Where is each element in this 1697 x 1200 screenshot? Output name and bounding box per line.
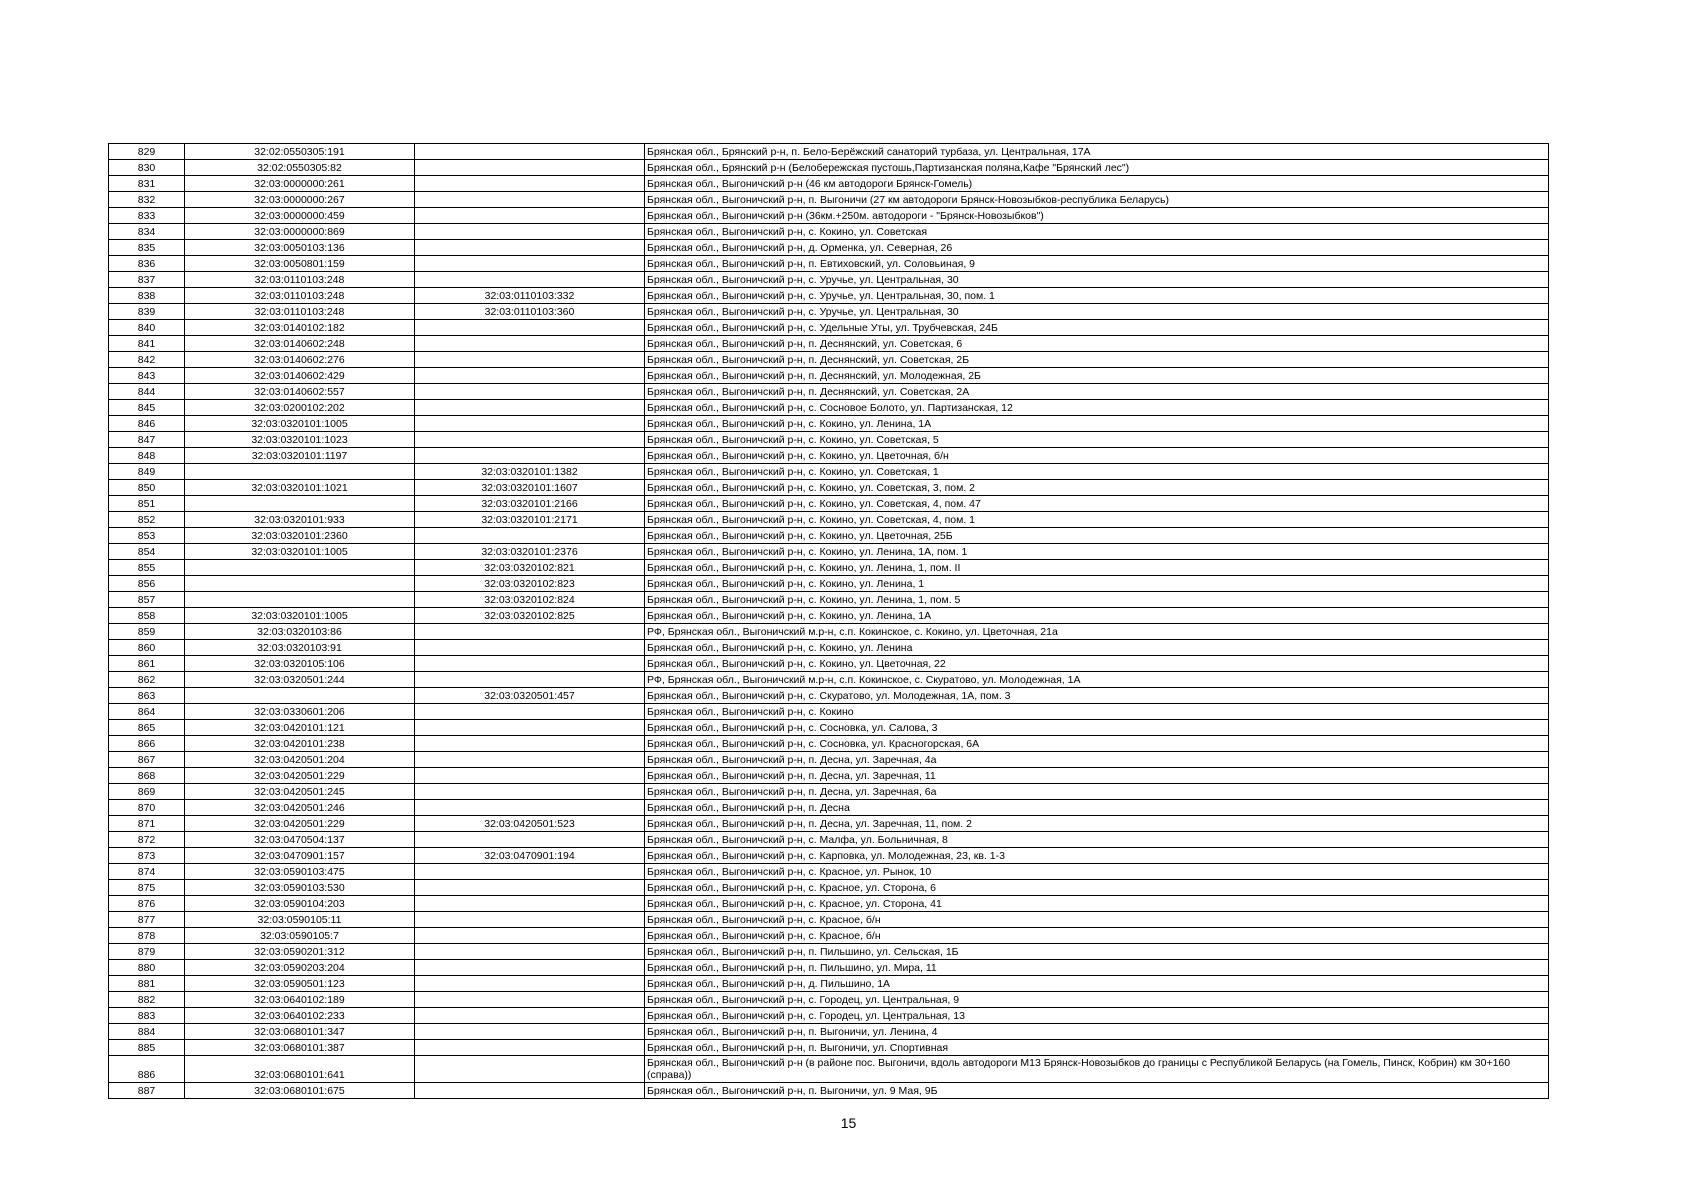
address-cell: Брянская обл., Выгоничский р-н, с. Кокино, ул. Ленина, 1А — [645, 608, 1549, 624]
address-cell: Брянская обл., Выгоничский р-н, п. Деснянский, ул. Молодежная, 2Б — [645, 368, 1549, 384]
related-cadastral-number-cell — [415, 944, 645, 960]
address-cell: Брянская обл., Выгоничский р-н, с. Сосновка, ул. Красногорская, 6А — [645, 736, 1549, 752]
cadastral-number-cell: 32:03:0050103:136 — [185, 240, 415, 256]
address-cell: Брянская обл., Выгоничский р-н, п. Десна, ул. Заречная, 11, пом. 2 — [645, 816, 1549, 832]
table-row — [109, 752, 1549, 768]
cadastral-number-cell: 32:03:0140602:248 — [185, 336, 415, 352]
related-cadastral-number-cell — [415, 384, 645, 400]
cadastral-number-cell: 32:03:0590501:123 — [185, 976, 415, 992]
cadastral-number-cell: 32:03:0320103:86 — [185, 624, 415, 640]
related-cadastral-number-cell: 32:03:0320101:2376 — [415, 544, 645, 560]
address-cell: РФ, Брянская обл., Выгоничский м.р-н, с.п. Кокинское, с. Кокино, ул. Цветочная, 21а — [645, 624, 1549, 640]
table-row — [109, 368, 1549, 384]
registry-table-body — [109, 144, 1549, 1099]
related-cadastral-number-cell — [415, 400, 645, 416]
cadastral-number-cell: 32:03:0420501:229 — [185, 768, 415, 784]
table-row — [109, 896, 1549, 912]
address-cell: Брянская обл., Выгоничский р-н (46 км автодороги Брянск-Гомель) — [645, 176, 1549, 192]
row-number-cell: 875 — [109, 880, 185, 896]
related-cadastral-number-cell — [415, 672, 645, 688]
row-number-cell: 885 — [109, 1040, 185, 1056]
row-number-cell: 853 — [109, 528, 185, 544]
address-cell: Брянская обл., Выгоничский р-н, п. Пильшино, ул. Сельская, 1Б — [645, 944, 1549, 960]
row-number-cell: 832 — [109, 192, 185, 208]
row-number-cell: 876 — [109, 896, 185, 912]
cadastral-number-cell: 32:03:0680101:387 — [185, 1040, 415, 1056]
row-number-cell: 840 — [109, 320, 185, 336]
row-number-cell: 852 — [109, 512, 185, 528]
table-row — [109, 928, 1549, 944]
cadastral-number-cell: 32:03:0590103:530 — [185, 880, 415, 896]
cadastral-number-cell: 32:03:0140102:182 — [185, 320, 415, 336]
address-cell: Брянская обл., Выгоничский р-н, с. Кокино, ул. Ленина, 1, пом. II — [645, 560, 1549, 576]
address-cell: Брянская обл., Выгоничский р-н, с. Уручье, ул. Центральная, 30 — [645, 272, 1549, 288]
address-cell: Брянская обл., Выгоничский р-н, с. Красное, б/н — [645, 928, 1549, 944]
address-cell: Брянская обл., Выгоничский р-н, п. Выгоничи, ул. Спортивная — [645, 1040, 1549, 1056]
related-cadastral-number-cell — [415, 720, 645, 736]
related-cadastral-number-cell: 32:03:0110103:360 — [415, 304, 645, 320]
table-row — [109, 192, 1549, 208]
related-cadastral-number-cell — [415, 656, 645, 672]
cadastral-number-cell: 32:03:0200102:202 — [185, 400, 415, 416]
table-row — [109, 320, 1549, 336]
address-cell: Брянская обл., Брянский р-н (Белобережская пустошь,Партизанская поляна,Кафе "Брянский лес") — [645, 160, 1549, 176]
table-row — [109, 144, 1549, 160]
related-cadastral-number-cell — [415, 768, 645, 784]
address-cell: Брянская обл., Выгоничский р-н, с. Карповка, ул. Молодежная, 23, кв. 1-3 — [645, 848, 1549, 864]
table-row — [109, 208, 1549, 224]
row-number-cell: 845 — [109, 400, 185, 416]
related-cadastral-number-cell — [415, 320, 645, 336]
table-row — [109, 912, 1549, 928]
row-number-cell: 862 — [109, 672, 185, 688]
cadastral-number-cell: 32:03:0590201:312 — [185, 944, 415, 960]
cadastral-number-cell — [185, 560, 415, 576]
table-row — [109, 240, 1549, 256]
cadastral-number-cell: 32:03:0590104:203 — [185, 896, 415, 912]
table-row — [109, 288, 1549, 304]
address-cell: Брянская обл., Выгоничский р-н, с. Кокино, ул. Советская, 4, пом. 47 — [645, 496, 1549, 512]
cadastral-number-cell — [185, 592, 415, 608]
related-cadastral-number-cell — [415, 192, 645, 208]
cadastral-number-cell: 32:03:0000000:267 — [185, 192, 415, 208]
address-cell: Брянская обл., Выгоничский р-н, с. Кокино, ул. Цветочная, б/н — [645, 448, 1549, 464]
related-cadastral-number-cell — [415, 176, 645, 192]
cadastral-number-cell: 32:03:0320501:244 — [185, 672, 415, 688]
row-number-cell: 884 — [109, 1024, 185, 1040]
related-cadastral-number-cell: 32:03:0320102:825 — [415, 608, 645, 624]
cadastral-number-cell: 32:03:0590203:204 — [185, 960, 415, 976]
address-cell: Брянская обл., Выгоничский р-н, с. Городец, ул. Центральная, 13 — [645, 1008, 1549, 1024]
related-cadastral-number-cell — [415, 272, 645, 288]
row-number-cell: 866 — [109, 736, 185, 752]
related-cadastral-number-cell — [415, 752, 645, 768]
registry-table — [108, 143, 1549, 1099]
cadastral-number-cell: 32:03:0590103:475 — [185, 864, 415, 880]
address-cell: Брянская обл., Выгоничский р-н, с. Городец, ул. Центральная, 9 — [645, 992, 1549, 1008]
table-row — [109, 576, 1549, 592]
table-row — [109, 992, 1549, 1008]
table-row — [109, 608, 1549, 624]
cadastral-number-cell: 32:03:0110103:248 — [185, 304, 415, 320]
table-row — [109, 688, 1549, 704]
related-cadastral-number-cell — [415, 368, 645, 384]
row-number-cell: 877 — [109, 912, 185, 928]
cadastral-number-cell: 32:03:0320105:106 — [185, 656, 415, 672]
address-cell: Брянская обл., Выгоничский р-н, с. Кокино, ул. Советская, 5 — [645, 432, 1549, 448]
address-cell: Брянская обл., Выгоничский р-н, п. Десна — [645, 800, 1549, 816]
row-number-cell: 859 — [109, 624, 185, 640]
row-number-cell: 838 — [109, 288, 185, 304]
related-cadastral-number-cell — [415, 336, 645, 352]
row-number-cell: 879 — [109, 944, 185, 960]
row-number-cell: 841 — [109, 336, 185, 352]
address-cell: Брянская обл., Выгоничский р-н, п. Евтиховский, ул. Соловьиная, 9 — [645, 256, 1549, 272]
related-cadastral-number-cell: 32:03:0320102:824 — [415, 592, 645, 608]
table-row — [109, 512, 1549, 528]
page-number: 15 — [840, 1115, 857, 1131]
related-cadastral-number-cell: 32:03:0320101:2166 — [415, 496, 645, 512]
table-row — [109, 624, 1549, 640]
address-cell: Брянская обл., Выгоничский р-н, п. Деснянский, ул. Советская, 2А — [645, 384, 1549, 400]
row-number-cell: 851 — [109, 496, 185, 512]
address-cell: Брянская обл., Выгоничский р-н, п. Деснянский, ул. Советская, 6 — [645, 336, 1549, 352]
cadastral-number-cell: 32:02:0550305:191 — [185, 144, 415, 160]
row-number-cell: 847 — [109, 432, 185, 448]
row-number-cell: 834 — [109, 224, 185, 240]
cadastral-number-cell: 32:03:0140602:429 — [185, 368, 415, 384]
address-cell: Брянская обл., Выгоничский р-н, с. Сосновка, ул. Салова, 3 — [645, 720, 1549, 736]
table-row — [109, 960, 1549, 976]
row-number-cell: 850 — [109, 480, 185, 496]
cadastral-number-cell: 32:03:0420101:121 — [185, 720, 415, 736]
related-cadastral-number-cell: 32:03:0320101:2171 — [415, 512, 645, 528]
row-number-cell: 842 — [109, 352, 185, 368]
row-number-cell: 833 — [109, 208, 185, 224]
table-row — [109, 352, 1549, 368]
row-number-cell: 855 — [109, 560, 185, 576]
address-cell: Брянская обл., Выгоничский р-н (в районе пос. Выгоничи, вдоль автодороги М13 Брянск-Новозыбков до границы с Республикой Беларусь (на Гомель, Пинск, Кобрин) км 30+160 (справа)) — [645, 1056, 1549, 1083]
row-number-cell: 886 — [109, 1056, 185, 1083]
table-row — [109, 864, 1549, 880]
related-cadastral-number-cell — [415, 1024, 645, 1040]
address-cell: Брянская обл., Выгоничский р-н, с. Кокино, ул. Ленина, 1, пом. 5 — [645, 592, 1549, 608]
cadastral-number-cell: 32:03:0420501:204 — [185, 752, 415, 768]
row-number-cell: 887 — [109, 1083, 185, 1099]
cadastral-number-cell: 32:03:0320103:91 — [185, 640, 415, 656]
cadastral-number-cell: 32:03:0140602:557 — [185, 384, 415, 400]
table-row — [109, 560, 1549, 576]
related-cadastral-number-cell — [415, 976, 645, 992]
row-number-cell: 836 — [109, 256, 185, 272]
cadastral-number-cell: 32:03:0590105:7 — [185, 928, 415, 944]
address-cell: Брянская обл., Выгоничский р-н, с. Кокино — [645, 704, 1549, 720]
cadastral-number-cell: 32:03:0590105:11 — [185, 912, 415, 928]
cadastral-number-cell: 32:03:0320101:2360 — [185, 528, 415, 544]
row-number-cell: 878 — [109, 928, 185, 944]
row-number-cell: 861 — [109, 656, 185, 672]
table-row — [109, 832, 1549, 848]
table-row — [109, 1008, 1549, 1024]
row-number-cell: 831 — [109, 176, 185, 192]
table-row — [109, 768, 1549, 784]
table-row — [109, 592, 1549, 608]
related-cadastral-number-cell: 32:03:0320102:823 — [415, 576, 645, 592]
row-number-cell: 883 — [109, 1008, 185, 1024]
related-cadastral-number-cell — [415, 144, 645, 160]
table-row — [109, 1056, 1549, 1083]
address-cell: Брянская обл., Выгоничский р-н, п. Деснянский, ул. Советская, 2Б — [645, 352, 1549, 368]
related-cadastral-number-cell — [415, 1008, 645, 1024]
row-number-cell: 881 — [109, 976, 185, 992]
table-row — [109, 224, 1549, 240]
address-cell: Брянская обл., Выгоничский р-н, с. Кокино, ул. Ленина — [645, 640, 1549, 656]
row-number-cell: 864 — [109, 704, 185, 720]
cadastral-number-cell: 32:03:0320101:933 — [185, 512, 415, 528]
related-cadastral-number-cell — [415, 736, 645, 752]
related-cadastral-number-cell — [415, 1056, 645, 1083]
table-row — [109, 464, 1549, 480]
row-number-cell: 882 — [109, 992, 185, 1008]
related-cadastral-number-cell — [415, 1040, 645, 1056]
address-cell: Брянская обл., Выгоничский р-н, п. Выгоничи (27 км автодороги Брянск-Новозыбков-республика Беларусь) — [645, 192, 1549, 208]
table-row — [109, 976, 1549, 992]
address-cell: Брянская обл., Выгоничский р-н, с. Удельные Уты, ул. Трубчевская, 24Б — [645, 320, 1549, 336]
row-number-cell: 829 — [109, 144, 185, 160]
related-cadastral-number-cell — [415, 1083, 645, 1099]
address-cell: Брянская обл., Выгоничский р-н, п. Пильшино, ул. Мира, 11 — [645, 960, 1549, 976]
table-row — [109, 416, 1549, 432]
cadastral-number-cell — [185, 464, 415, 480]
related-cadastral-number-cell — [415, 912, 645, 928]
cadastral-number-cell: 32:03:0680101:347 — [185, 1024, 415, 1040]
address-cell: Брянская обл., Выгоничский р-н, с. Кокино, ул. Советская — [645, 224, 1549, 240]
cadastral-number-cell — [185, 496, 415, 512]
address-cell: Брянская обл., Выгоничский р-н, с. Кокино, ул. Ленина, 1А — [645, 416, 1549, 432]
row-number-cell: 837 — [109, 272, 185, 288]
table-row — [109, 784, 1549, 800]
address-cell: Брянская обл., Выгоничский р-н, с. Красное, ул. Сторона, 41 — [645, 896, 1549, 912]
row-number-cell: 858 — [109, 608, 185, 624]
related-cadastral-number-cell — [415, 416, 645, 432]
address-cell: РФ, Брянская обл., Выгоничский м.р-н, с.п. Кокинское, с. Скуратово, ул. Молодежная, 1А — [645, 672, 1549, 688]
table-row — [109, 336, 1549, 352]
cadastral-number-cell: 32:03:0330601:206 — [185, 704, 415, 720]
table-row — [109, 672, 1549, 688]
related-cadastral-number-cell: 32:03:0320501:457 — [415, 688, 645, 704]
address-cell: Брянская обл., Выгоничский р-н, с. Кокино, ул. Советская, 4, пом. 1 — [645, 512, 1549, 528]
related-cadastral-number-cell — [415, 832, 645, 848]
table-row — [109, 160, 1549, 176]
table-row — [109, 640, 1549, 656]
table-row — [109, 848, 1549, 864]
cadastral-number-cell: 32:03:0320101:1005 — [185, 544, 415, 560]
address-cell: Брянская обл., Выгоничский р-н, д. Пильшино, 1А — [645, 976, 1549, 992]
related-cadastral-number-cell — [415, 208, 645, 224]
row-number-cell: 873 — [109, 848, 185, 864]
row-number-cell: 856 — [109, 576, 185, 592]
related-cadastral-number-cell: 32:03:0110103:332 — [415, 288, 645, 304]
row-number-cell: 839 — [109, 304, 185, 320]
cadastral-number-cell: 32:03:0140602:276 — [185, 352, 415, 368]
address-cell: Брянская обл., Выгоничский р-н, п. Десна, ул. Заречная, 6а — [645, 784, 1549, 800]
address-cell: Брянская обл., Выгоничский р-н (36км.+250м. автодороги - "Брянск-Новозыбков") — [645, 208, 1549, 224]
cadastral-number-cell: 32:03:0110103:248 — [185, 272, 415, 288]
address-cell: Брянская обл., Выгоничский р-н, с. Сосновое Болото, ул. Партизанская, 12 — [645, 400, 1549, 416]
table-row — [109, 432, 1549, 448]
related-cadastral-number-cell — [415, 160, 645, 176]
table-row — [109, 944, 1549, 960]
row-number-cell: 849 — [109, 464, 185, 480]
cadastral-number-cell: 32:03:0420101:238 — [185, 736, 415, 752]
related-cadastral-number-cell — [415, 528, 645, 544]
cadastral-number-cell: 32:03:0050801:159 — [185, 256, 415, 272]
cadastral-number-cell: 32:03:0320101:1005 — [185, 608, 415, 624]
row-number-cell: 867 — [109, 752, 185, 768]
cadastral-number-cell — [185, 688, 415, 704]
cadastral-number-cell: 32:03:0680101:641 — [185, 1056, 415, 1083]
related-cadastral-number-cell: 32:03:0320101:1607 — [415, 480, 645, 496]
address-cell: Брянская обл., Выгоничский р-н, с. Кокино, ул. Ленина, 1 — [645, 576, 1549, 592]
row-number-cell: 870 — [109, 800, 185, 816]
cadastral-number-cell: 32:03:0000000:261 — [185, 176, 415, 192]
row-number-cell: 865 — [109, 720, 185, 736]
address-cell: Брянская обл., Выгоничский р-н, с. Малфа, ул. Больничная, 8 — [645, 832, 1549, 848]
table-row — [109, 384, 1549, 400]
related-cadastral-number-cell — [415, 256, 645, 272]
row-number-cell: 844 — [109, 384, 185, 400]
cadastral-number-cell: 32:03:0470901:157 — [185, 848, 415, 864]
related-cadastral-number-cell — [415, 352, 645, 368]
cadastral-number-cell: 32:02:0550305:82 — [185, 160, 415, 176]
related-cadastral-number-cell — [415, 928, 645, 944]
row-number-cell: 835 — [109, 240, 185, 256]
cadastral-number-cell: 32:03:0320101:1023 — [185, 432, 415, 448]
address-cell: Брянская обл., Выгоничский р-н, п. Выгоничи, ул. Ленина, 4 — [645, 1024, 1549, 1040]
table-row — [109, 496, 1549, 512]
row-number-cell: 863 — [109, 688, 185, 704]
row-number-cell: 843 — [109, 368, 185, 384]
table-row — [109, 1024, 1549, 1040]
cadastral-number-cell: 32:03:0470504:137 — [185, 832, 415, 848]
address-cell: Брянская обл., Выгоничский р-н, с. Скуратово, ул. Молодежная, 1А, пом. 3 — [645, 688, 1549, 704]
cadastral-number-cell: 32:03:0320101:1005 — [185, 416, 415, 432]
row-number-cell: 830 — [109, 160, 185, 176]
address-cell: Брянская обл., Брянский р-н, п. Бело-Берёжский санаторий турбаза, ул. Центральная, 17А — [645, 144, 1549, 160]
address-cell: Брянская обл., Выгоничский р-н, с. Кокино, ул. Цветочная, 25Б — [645, 528, 1549, 544]
related-cadastral-number-cell — [415, 960, 645, 976]
address-cell: Брянская обл., Выгоничский р-н, с. Кокино, ул. Советская, 1 — [645, 464, 1549, 480]
row-number-cell: 868 — [109, 768, 185, 784]
table-row — [109, 720, 1549, 736]
related-cadastral-number-cell: 32:03:0320102:821 — [415, 560, 645, 576]
row-number-cell: 874 — [109, 864, 185, 880]
table-row — [109, 1040, 1549, 1056]
table-row — [109, 304, 1549, 320]
table-row — [109, 544, 1549, 560]
table-row — [109, 272, 1549, 288]
related-cadastral-number-cell — [415, 432, 645, 448]
related-cadastral-number-cell — [415, 224, 645, 240]
related-cadastral-number-cell — [415, 992, 645, 1008]
row-number-cell: 872 — [109, 832, 185, 848]
table-row — [109, 400, 1549, 416]
related-cadastral-number-cell — [415, 640, 645, 656]
table-row — [109, 736, 1549, 752]
cadastral-number-cell — [185, 576, 415, 592]
related-cadastral-number-cell — [415, 864, 645, 880]
table-row — [109, 528, 1549, 544]
row-number-cell: 869 — [109, 784, 185, 800]
table-row — [109, 704, 1549, 720]
table-row — [109, 176, 1549, 192]
related-cadastral-number-cell — [415, 240, 645, 256]
cadastral-number-cell: 32:03:0320101:1197 — [185, 448, 415, 464]
address-cell: Брянская обл., Выгоничский р-н, с. Кокино, ул. Ленина, 1А, пом. 1 — [645, 544, 1549, 560]
table-row — [109, 880, 1549, 896]
cadastral-number-cell: 32:03:0420501:245 — [185, 784, 415, 800]
row-number-cell: 880 — [109, 960, 185, 976]
address-cell: Брянская обл., Выгоничский р-н, с. Красное, ул. Сторона, 6 — [645, 880, 1549, 896]
related-cadastral-number-cell — [415, 448, 645, 464]
table-row — [109, 816, 1549, 832]
address-cell: Брянская обл., Выгоничский р-н, с. Кокино, ул. Цветочная, 22 — [645, 656, 1549, 672]
related-cadastral-number-cell — [415, 896, 645, 912]
address-cell: Брянская обл., Выгоничский р-н, с. Кокино, ул. Советская, 3, пом. 2 — [645, 480, 1549, 496]
address-cell: Брянская обл., Выгоничский р-н, с. Уручье, ул. Центральная, 30, пом. 1 — [645, 288, 1549, 304]
table-row — [109, 1083, 1549, 1099]
address-cell: Брянская обл., Выгоничский р-н, п. Десна, ул. Заречная, 11 — [645, 768, 1549, 784]
cadastral-number-cell: 32:03:0000000:459 — [185, 208, 415, 224]
related-cadastral-number-cell: 32:03:0320101:1382 — [415, 464, 645, 480]
row-number-cell: 857 — [109, 592, 185, 608]
related-cadastral-number-cell — [415, 880, 645, 896]
cadastral-number-cell: 32:03:0680101:675 — [185, 1083, 415, 1099]
row-number-cell: 848 — [109, 448, 185, 464]
related-cadastral-number-cell — [415, 704, 645, 720]
cadastral-number-cell: 32:03:0420501:229 — [185, 816, 415, 832]
related-cadastral-number-cell: 32:03:0470901:194 — [415, 848, 645, 864]
table-row — [109, 256, 1549, 272]
related-cadastral-number-cell: 32:03:0420501:523 — [415, 816, 645, 832]
table-row — [109, 800, 1549, 816]
row-number-cell: 871 — [109, 816, 185, 832]
address-cell: Брянская обл., Выгоничский р-н, п. Десна, ул. Заречная, 4а — [645, 752, 1549, 768]
cadastral-number-cell: 32:03:0420501:246 — [185, 800, 415, 816]
address-cell: Брянская обл., Выгоничский р-н, с. Красное, ул. Рынок, 10 — [645, 864, 1549, 880]
address-cell: Брянская обл., Выгоничский р-н, с. Красное, б/н — [645, 912, 1549, 928]
address-cell: Брянская обл., Выгоничский р-н, с. Уручье, ул. Центральная, 30 — [645, 304, 1549, 320]
related-cadastral-number-cell — [415, 784, 645, 800]
table-row — [109, 480, 1549, 496]
cadastral-number-cell: 32:03:0000000:869 — [185, 224, 415, 240]
row-number-cell: 846 — [109, 416, 185, 432]
table-row — [109, 448, 1549, 464]
table-row — [109, 656, 1549, 672]
related-cadastral-number-cell — [415, 800, 645, 816]
cadastral-number-cell: 32:03:0640102:233 — [185, 1008, 415, 1024]
cadastral-number-cell: 32:03:0640102:189 — [185, 992, 415, 1008]
row-number-cell: 860 — [109, 640, 185, 656]
related-cadastral-number-cell — [415, 624, 645, 640]
cadastral-number-cell: 32:03:0110103:248 — [185, 288, 415, 304]
cadastral-number-cell: 32:03:0320101:1021 — [185, 480, 415, 496]
address-cell: Брянская обл., Выгоничский р-н, д. Орменка, ул. Северная, 26 — [645, 240, 1549, 256]
row-number-cell: 854 — [109, 544, 185, 560]
address-cell: Брянская обл., Выгоничский р-н, п. Выгоничи, ул. 9 Мая, 9Б — [645, 1083, 1549, 1099]
